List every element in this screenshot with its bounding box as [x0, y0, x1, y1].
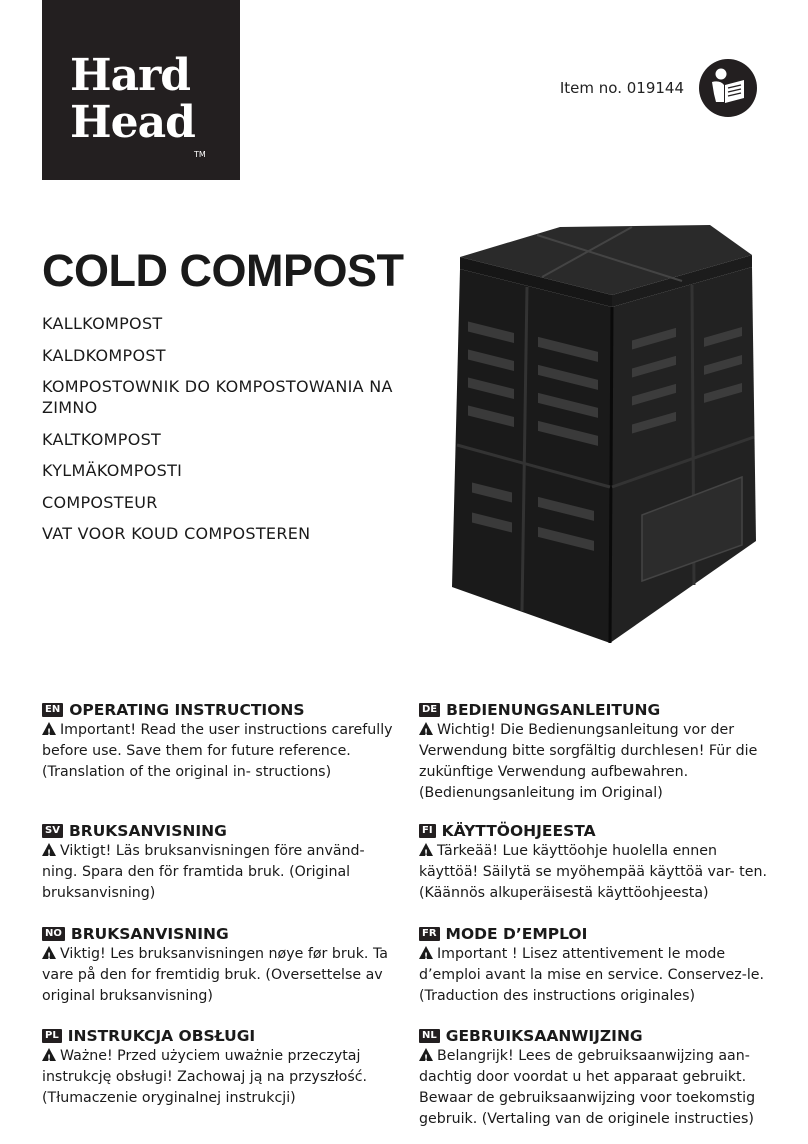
section-text: Important! Read the user instructions carefully before use. Save them for future reference. (Translation of the original in- structions) [42, 722, 393, 780]
title-translations [42, 313, 422, 555]
section-text: Tärkeää! Lue käyttöohje huolella ennen käyttöä! Säilytä se myöhempää käyttöä var- ten. (Käännös alkuperäisestä käyttöohjeesta) [419, 843, 767, 901]
section-pl [42, 1026, 402, 1109]
section-heading: OPERATING INSTRUCTIONS [69, 701, 305, 719]
section-sv [42, 821, 402, 904]
section-heading: BRUKSANVISNING [68, 822, 227, 840]
section-text: Viktigt! Läs bruksanvisningen före använd- ning. Spara den för framtida bruk. (Original bruksanvisning) [42, 843, 365, 901]
brand-line1: Hard [70, 50, 191, 101]
subtitle-item: KALLKOMPOST [42, 314, 163, 333]
warning-triangle-icon [42, 722, 56, 735]
section-text: Belangrijk! Lees de gebruiksaanwijzing aan- dachtig door voordat u het apparaat gebruikt. Bewaar de gebruiksaanwijzing voor toekomstig gebruik. (Vertaling van de originele instructies) [419, 1048, 756, 1127]
brand-logo [42, 0, 240, 180]
subtitle-item: VAT VOOR KOUD COMPOSTEREN [42, 524, 311, 543]
section-heading: GEBRUIKSAANWIJZING [445, 1027, 643, 1045]
trademark: TM [194, 150, 206, 159]
lang-badge: FR [419, 927, 440, 941]
lang-badge: SV [42, 824, 63, 838]
warning-triangle-icon [42, 1048, 56, 1061]
lang-badge: DE [419, 703, 440, 717]
subtitle-item: KALDKOMPOST [42, 345, 166, 365]
lang-badge: PL [42, 1029, 62, 1043]
warning-triangle-icon [419, 946, 433, 959]
section-heading: KÄYTTÖOHJEESTA [441, 822, 596, 840]
subtitle-item: COMPOSTEUR [42, 492, 158, 512]
subtitle-item: KALTKOMPOST [42, 429, 162, 449]
warning-triangle-icon [42, 946, 56, 959]
compost-bin-image [442, 215, 758, 645]
warning-triangle-icon [42, 843, 56, 856]
warning-triangle-icon [419, 1048, 433, 1061]
read-manual-icon [698, 58, 758, 118]
warning-triangle-icon [419, 722, 433, 735]
section-no [42, 924, 402, 1007]
lang-badge: NO [42, 927, 65, 941]
section-heading: BEDIENUNGSANLEITUNG [446, 701, 661, 719]
section-heading: INSTRUKCJA OBSŁUGI [67, 1027, 256, 1045]
section-text: Important ! Lisez attentivement le mode d’emploi avant la mise en service. Conservez-le. (Traduction des instructions originales) [419, 946, 765, 1004]
section-text: Wichtig! Die Bedienungsanleitung vor der Verwendung bitte sorgfältig durchlesen! Für die zukünftige Verwendung aufbewahren. (Bedienungsanleitung im Original) [419, 722, 758, 801]
lang-badge: NL [419, 1029, 440, 1043]
section-heading: BRUKSANVISNING [70, 925, 229, 943]
page-title: COLD COMPOST [42, 245, 404, 296]
section-de [419, 700, 779, 804]
lang-badge: EN [42, 703, 63, 717]
section-text: Ważne! Przed użyciem uważnie przeczytaj instrukcję obsługi! Zachowaj ją na przyszłość. (Tłumaczenie oryginalnej instrukcji) [42, 1048, 368, 1106]
section-fr [419, 924, 779, 1007]
section-text: Viktig! Les bruksanvisningen nøye før bruk. Ta vare på den for fremtidig bruk. (Oversettelse av original bruksanvisning) [42, 946, 388, 1004]
brand-line2: Head [70, 97, 195, 148]
item-number: Item no. 019144 [559, 79, 684, 97]
section-nl [419, 1026, 779, 1130]
warning-triangle-icon [419, 843, 433, 856]
subtitle-item: KYLMÄKOMPOSTI [42, 461, 183, 480]
subtitle-item: KOMPOSTOWNIK DO KOMPOSTOWANIA NA ZIMNO [42, 377, 393, 417]
section-heading: MODE D’EMPLOI [445, 925, 588, 943]
section-en [42, 700, 402, 783]
section-fi [419, 821, 779, 904]
lang-badge: FI [419, 824, 436, 838]
